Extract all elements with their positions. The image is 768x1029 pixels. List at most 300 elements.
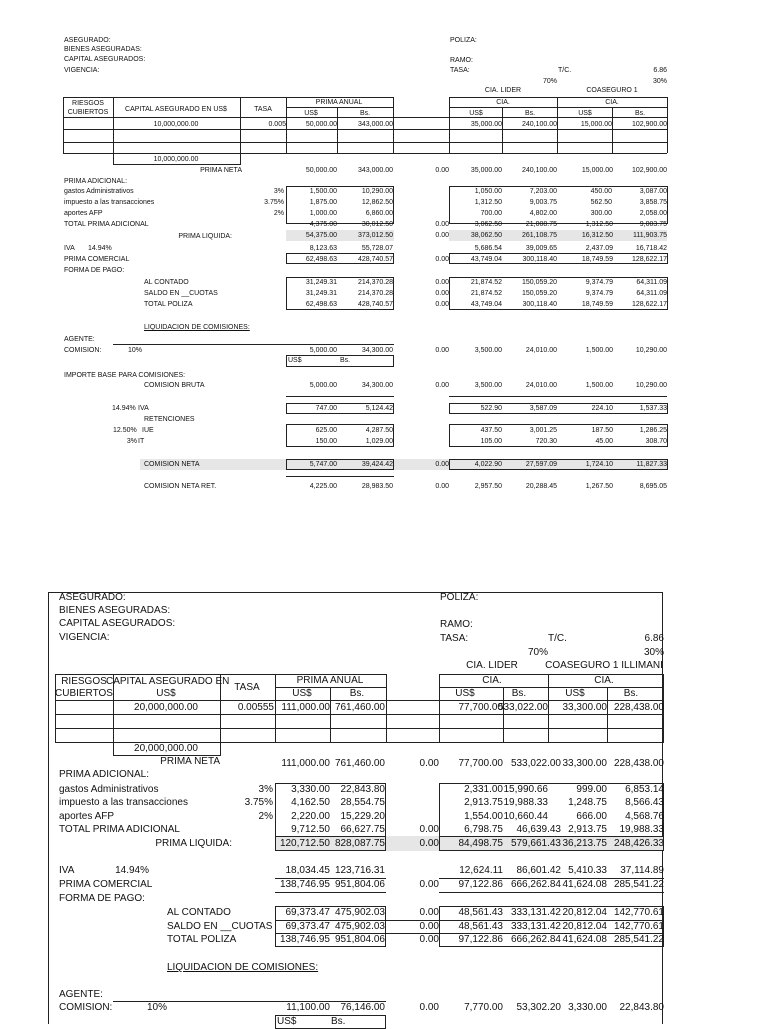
value-cell: 240,100.00 <box>521 167 557 174</box>
value-cell: 0.00 <box>435 256 449 263</box>
row-label: PRIMA LIQUIDA: <box>155 838 232 849</box>
value-cell: 111,000.00 <box>281 758 330 769</box>
value-cell: 625.00 <box>315 427 337 434</box>
value-cell: 9,374.79 <box>585 279 613 286</box>
prima-neta-label: PRIMA NETA <box>160 756 220 767</box>
poliza-label: POLIZA: <box>440 592 479 603</box>
value-cell: 666.00 <box>576 811 607 822</box>
grid-line <box>286 396 394 397</box>
grid-line <box>502 129 503 153</box>
grid-line <box>667 129 668 153</box>
value-cell: 9,374.79 <box>585 290 613 297</box>
value-cell: 1,554.00 <box>464 811 503 822</box>
value-cell: 45.00 <box>595 438 613 445</box>
value-cell: 428,740.57 <box>357 301 393 308</box>
value-cell: 0.00 <box>419 921 439 932</box>
value-cell: 128,622.17 <box>631 301 667 308</box>
value-cell: 138,746.95 <box>279 934 330 945</box>
value-cell: 19,988.33 <box>503 797 548 808</box>
value-cell: 3,858.75 <box>639 199 667 206</box>
value-cell: 97,122.86 <box>458 879 503 890</box>
value-cell: 64,311.09 <box>636 279 667 286</box>
grid-line <box>275 892 386 893</box>
value-cell: 562.50 <box>590 199 612 206</box>
row-label: FORMA DE PAGO: <box>64 267 125 274</box>
value-cell: 62,498.63 <box>305 256 337 263</box>
value-cell: 700.00 <box>480 210 502 217</box>
grid-line <box>55 714 664 715</box>
value-cell: 69,373.47 <box>285 907 330 918</box>
value-cell: 10,290.00 <box>361 188 393 195</box>
value-cell: 31,249.31 <box>305 290 337 297</box>
row-label: PRIMA LIQUIDA: <box>178 233 232 240</box>
value-cell: 0.00 <box>435 167 449 174</box>
value-cell: 150.00 <box>315 438 337 445</box>
row-label: TOTAL POLIZA <box>144 301 193 308</box>
value-cell: 0.00 <box>435 232 449 239</box>
value-cell: 102,900.00 <box>631 121 667 128</box>
header-label: CAPITAL ASEGURADOS: <box>59 618 176 629</box>
value-cell: 579,661.43 <box>510 838 561 849</box>
value-cell: 285,541.22 <box>613 879 664 890</box>
value-cell: 9,003.75 <box>529 199 557 206</box>
value-cell: 111,903.75 <box>633 232 667 239</box>
value-cell: 35,000.00 <box>470 167 502 174</box>
row-label: IVA <box>59 865 75 876</box>
value-cell: 97,122.86 <box>458 934 503 945</box>
value-cell: 6,860.00 <box>365 210 393 217</box>
value-cell: 37,114.89 <box>620 865 664 876</box>
grid-line <box>393 129 394 153</box>
grid-line <box>55 700 664 701</box>
value-cell: 0.00 <box>419 824 439 835</box>
value-cell: 111,000.00 <box>281 702 330 713</box>
value-cell: 333,131.42 <box>510 921 561 932</box>
row-label: AL CONTADO <box>144 279 189 286</box>
value-cell: 437.50 <box>480 427 502 434</box>
value-cell: 64,311.09 <box>636 290 667 297</box>
row-label: COMISION NETA <box>144 461 200 468</box>
value-cell: 20,812.04 <box>562 921 607 932</box>
value-cell: 142,770.61 <box>613 921 664 932</box>
value-cell: 138,746.95 <box>279 879 330 890</box>
tc-value: 6.86 <box>644 633 664 644</box>
value-cell: 2,058.00 <box>639 210 667 217</box>
value-cell: 308.70 <box>645 438 667 445</box>
value-cell: 0.00 <box>435 221 449 228</box>
sheet-border <box>48 592 49 1024</box>
value-cell: 120,712.50 <box>279 838 330 849</box>
value-cell: 86,601.42 <box>516 865 561 876</box>
prima-adicional-label: PRIMA ADICIONAL: <box>59 769 150 780</box>
value-cell: 1,500.00 <box>585 347 613 354</box>
row-label: TOTAL POLIZA <box>167 934 237 945</box>
bs-hdr: Bs. <box>331 1016 346 1027</box>
bs-hdr: Bs. <box>634 110 646 117</box>
header-label: VIGENCIA: <box>59 632 110 643</box>
pct-70: 70% <box>527 647 548 658</box>
value-cell: 77,700.00 <box>458 758 503 769</box>
value-cell: 4,802.00 <box>529 210 557 217</box>
value-cell: 22,843.80 <box>340 784 385 795</box>
value-cell: 46,639.43 <box>516 824 561 835</box>
value-cell: 224.10 <box>591 405 613 412</box>
value-cell: 1,500.00 <box>585 382 613 389</box>
value-cell: 77,700.00 <box>458 702 503 713</box>
value-cell: 38,062.50 <box>470 232 502 239</box>
grid-line <box>449 107 667 108</box>
row-label: COMISION NETA RET. <box>144 483 217 490</box>
usd-hdr: US$ <box>304 110 318 117</box>
pct-cell: 3.75% <box>244 797 273 808</box>
value-cell: 39,424.42 <box>361 461 393 468</box>
tc-value: 6.86 <box>653 67 667 74</box>
grid-line <box>439 674 664 675</box>
grid-line <box>449 129 450 153</box>
value-cell: 720.30 <box>535 438 557 445</box>
value-cell: 4,225.00 <box>309 483 337 490</box>
value-cell: 4,287.50 <box>365 427 393 434</box>
usd-hdr: US$ <box>288 357 302 364</box>
value-cell: 343,000.00 <box>357 121 393 128</box>
row-label: SALDO EN __CUOTAS <box>144 290 218 297</box>
value-cell: 240,100.00 <box>521 121 557 128</box>
value-cell: 41,624.08 <box>562 879 607 890</box>
usd-hdr: US$ <box>565 688 585 699</box>
value-cell: 21,008.75 <box>525 221 557 228</box>
value-cell: 0.00 <box>435 382 449 389</box>
grid-line <box>63 117 667 118</box>
value-cell: 2,913.75 <box>568 824 607 835</box>
value-cell: 3,587.09 <box>529 405 557 412</box>
value-cell: 1,537.33 <box>639 405 667 412</box>
value-cell: 28,983.50 <box>361 483 393 490</box>
value-cell: 2,913.75 <box>464 797 503 808</box>
value-cell: 428,740.57 <box>357 256 393 263</box>
value-cell: 999.00 <box>576 784 607 795</box>
value-cell: 19,988.33 <box>619 824 664 835</box>
value-cell: 50,000.00 <box>305 167 337 174</box>
value-cell: 150,059.20 <box>521 279 557 286</box>
value-cell: 41,624.08 <box>562 934 607 945</box>
value-cell: 214,370.28 <box>357 290 393 297</box>
value-cell: 228,438.00 <box>613 702 664 713</box>
value-cell: 228,438.00 <box>613 758 664 769</box>
value-cell: 0.00 <box>435 279 449 286</box>
value-cell: 7,203.00 <box>529 188 557 195</box>
value-cell: 10,290.00 <box>635 382 667 389</box>
value-cell: 48,561.43 <box>458 921 503 932</box>
prima-adicional-label: PRIMA ADICIONAL: <box>64 178 128 185</box>
value-cell: 54,375.00 <box>305 232 337 239</box>
value-cell: 3,001.25 <box>529 427 557 434</box>
row-label: TOTAL PRIMA ADICIONAL <box>64 221 149 228</box>
value-cell: 1,000.00 <box>309 210 337 217</box>
value-cell: 300,118.40 <box>522 256 557 263</box>
value-cell: 6,798.75 <box>464 824 503 835</box>
tasa-hdr: TASA <box>234 682 260 693</box>
riesgos-hdr: RIESGOS <box>61 676 107 687</box>
row-label: IUE <box>142 427 154 434</box>
value-cell: 261,108.75 <box>521 232 557 239</box>
row-label: RETENCIONES <box>144 416 195 423</box>
value-cell: 11,827.33 <box>636 461 667 468</box>
value-cell: 53,302.20 <box>516 1002 561 1013</box>
pct-cell: 12.50% <box>113 427 137 434</box>
bs-hdr: Bs. <box>340 357 351 364</box>
prima-anual-hdr: PRIMA ANUAL <box>296 675 364 686</box>
row-label: FORMA DE PAGO: <box>59 893 145 904</box>
value-cell: 22,843.80 <box>619 1002 664 1013</box>
value-cell: 1,286.25 <box>639 427 667 434</box>
value-cell: 150,059.20 <box>521 290 557 297</box>
value-cell: 475,902.03 <box>334 921 385 932</box>
value-cell: 5,000.00 <box>309 347 337 354</box>
value-cell: 3,500.00 <box>474 347 502 354</box>
bs-hdr: Bs. <box>349 688 365 699</box>
value-cell: 16,718.42 <box>635 245 667 252</box>
row-label: impuesto a las transacciones <box>64 199 155 206</box>
value-cell: 11,100.00 <box>286 1002 330 1013</box>
value-cell: 39,009.65 <box>525 245 557 252</box>
value-cell: 84,498.75 <box>458 838 503 849</box>
row-label: gastos Administrativos <box>59 784 159 795</box>
row-label: impuesto a las transacciones <box>59 797 188 808</box>
value-cell: 24,010.00 <box>525 347 557 354</box>
value-cell: 76,146.00 <box>340 1002 385 1013</box>
header-label: BIENES ASEGURADAS: <box>59 605 171 616</box>
value-cell: 0.00 <box>435 461 449 468</box>
value-cell: 12,624.11 <box>459 865 503 876</box>
value-cell: 1,312.50 <box>585 221 613 228</box>
cia-hdr: CIA. <box>496 99 510 106</box>
value-cell: 0.00 <box>435 301 449 308</box>
value-cell: 3,330.00 <box>568 1002 607 1013</box>
value-cell: 373,012.50 <box>357 232 393 239</box>
pct-cell: 14.94% <box>88 245 112 252</box>
pct-cell: 14.94% <box>115 865 149 876</box>
pct-30: 30% <box>652 78 667 85</box>
row-label: SALDO EN __CUOTAS <box>167 921 273 932</box>
value-cell: 15,229.20 <box>340 811 385 822</box>
grid-line <box>55 728 664 729</box>
value-cell: 1,312.50 <box>474 199 502 206</box>
value-cell: 10,290.00 <box>635 347 667 354</box>
value-cell: 4,568.76 <box>625 811 664 822</box>
value-cell: 105.00 <box>480 438 502 445</box>
coaseguro: COASEGURO 1 ILLIMANI <box>545 660 663 671</box>
value-cell: 4,022.90 <box>474 461 502 468</box>
pct-cell: 14.94% <box>112 405 136 412</box>
ramo-label: RAMO: <box>450 57 473 64</box>
value-cell: 31,249.31 <box>305 279 337 286</box>
tc-label: T/C. <box>548 633 567 644</box>
value-cell: 43,749.04 <box>470 301 502 308</box>
grid-line <box>449 97 667 98</box>
value-cell: 9,712.50 <box>291 824 330 835</box>
value-cell: 666,262.84 <box>510 879 561 890</box>
value-cell: 248,426.33 <box>613 838 664 849</box>
capital-hdr: CAPITAL ASEGURADO EN <box>106 676 230 687</box>
capital-value: 20,000,000.00 <box>134 702 198 713</box>
usd-hdr: US$ <box>292 688 312 699</box>
comision-label: COMISION: <box>64 347 102 354</box>
pct-cell: 3% <box>126 438 137 445</box>
value-cell: 9,003.75 <box>639 221 667 228</box>
value-cell: 0.00 <box>435 483 449 490</box>
value-cell: 5,686.54 <box>474 245 502 252</box>
tasa-hdr: TASA <box>254 106 272 113</box>
value-cell: 300.00 <box>590 210 612 217</box>
value-cell: 0.00 <box>419 838 439 849</box>
pct-cell: 2% <box>273 210 284 217</box>
grid-line <box>240 97 241 129</box>
value-cell: 33,300.00 <box>562 702 607 713</box>
coaseguro: COASEGURO 1 <box>586 87 638 94</box>
usd-hdr: US$ <box>469 110 483 117</box>
cia-hdr: CIA. <box>605 99 619 106</box>
capital-total: 20,000,000.00 <box>134 743 198 754</box>
value-cell: 43,749.04 <box>470 256 502 263</box>
sheet-border <box>48 592 663 593</box>
liquidacion-title: LIQUIDACION DE COMISIONES: <box>167 962 319 973</box>
value-cell: 3,062.50 <box>474 221 502 228</box>
tasa-value: 0.005 <box>268 121 286 128</box>
value-cell: 33,300.00 <box>562 758 607 769</box>
pct-cell: 3% <box>273 188 284 195</box>
cia-hdr: CIA. <box>482 675 502 686</box>
row-label: IMPORTE BASE PARA COMISIONES: <box>64 372 186 379</box>
value-cell: 0.00 <box>419 879 439 890</box>
value-cell: 0.00 <box>435 290 449 297</box>
prima-anual-hdr: PRIMA ANUAL <box>315 99 363 106</box>
value-cell: 0.00 <box>419 934 439 945</box>
row-label: IT <box>138 438 145 445</box>
value-cell: 24,010.00 <box>525 382 557 389</box>
value-cell: 2,957.50 <box>474 483 502 490</box>
value-cell: 522.90 <box>480 405 502 412</box>
value-cell: 475,902.03 <box>334 907 385 918</box>
capital-hdr: US$ <box>156 688 176 699</box>
value-cell: 1,267.50 <box>585 483 613 490</box>
value-cell: 102,900.00 <box>631 167 667 174</box>
value-cell: 5,000.00 <box>309 382 337 389</box>
value-cell: 343,000.00 <box>357 167 393 174</box>
bs-hdr: Bs. <box>359 110 371 117</box>
value-cell: 761,460.00 <box>334 702 385 713</box>
value-cell: 951,804.06 <box>334 934 385 945</box>
value-cell: 142,770.61 <box>613 907 664 918</box>
value-cell: 0.00 <box>419 907 439 918</box>
value-cell: 2,437.09 <box>585 245 613 252</box>
value-cell: 951,804.06 <box>334 879 385 890</box>
value-cell: 48,561.43 <box>458 907 503 918</box>
pct-cell: 2% <box>258 811 273 822</box>
value-cell: 1,050.00 <box>474 188 502 195</box>
row-label: PRIMA COMERCIAL <box>59 879 153 890</box>
pct-30: 30% <box>643 647 664 658</box>
value-cell: 55,728.07 <box>361 245 393 252</box>
poliza-label: POLIZA: <box>450 37 477 44</box>
header-label: ASEGURADO: <box>59 592 126 603</box>
value-cell: 34,300.00 <box>361 382 393 389</box>
pct-cell: 3% <box>258 784 273 795</box>
grid-line <box>439 892 664 893</box>
grid-line <box>63 129 64 153</box>
grid-line <box>63 142 667 143</box>
agente-label: AGENTE: <box>59 989 103 1000</box>
row-label: COMISION BRUTA <box>144 382 205 389</box>
value-cell: 20,288.45 <box>525 483 557 490</box>
tasa-label: TASA: <box>450 67 470 74</box>
prima-neta-label: PRIMA NETA <box>200 167 242 174</box>
header-label: VIGENCIA: <box>64 67 100 74</box>
row-label: TOTAL PRIMA ADICIONAL <box>59 824 180 835</box>
value-cell: 8,566.43 <box>625 797 664 808</box>
bs-hdr: Bs. <box>623 688 639 699</box>
value-cell: 12,862.50 <box>361 199 393 206</box>
bs-hdr: Bs. <box>524 110 536 117</box>
value-cell: 35,000.00 <box>470 121 502 128</box>
value-cell: 5,410.33 <box>568 865 607 876</box>
value-cell: 36,213.75 <box>562 838 607 849</box>
grid-line <box>286 129 287 153</box>
value-cell: 66,627.75 <box>340 824 385 835</box>
value-cell: 214,370.28 <box>357 279 393 286</box>
row-label: aportes AFP <box>59 811 115 822</box>
grid-line <box>286 476 394 477</box>
grid-line <box>337 129 338 153</box>
value-cell: 0.00 <box>435 347 449 354</box>
value-cell: 187.50 <box>591 427 613 434</box>
grid-line <box>113 129 114 153</box>
value-cell: 666,262.84 <box>510 934 561 945</box>
value-cell: 1,724.10 <box>585 461 613 468</box>
value-cell: 50,000.00 <box>305 121 337 128</box>
usd-hdr: US$ <box>455 688 475 699</box>
grid-line <box>557 129 558 153</box>
value-cell: 533,022.00 <box>497 702 548 713</box>
tc-label: T/C. <box>558 67 572 74</box>
value-cell: 16,312.50 <box>581 232 613 239</box>
liquidacion-title: LIQUIDACION DE COMISIONES: <box>144 324 250 331</box>
value-cell: 4,162.50 <box>291 797 330 808</box>
usd-hdr: US$ <box>277 1016 297 1027</box>
value-cell: 1,875.00 <box>309 199 337 206</box>
ramo-label: RAMO: <box>440 619 473 630</box>
capital-value: 10,000,000.00 <box>153 121 199 128</box>
pct-cell: 10% <box>147 1002 168 1013</box>
pct-cell: 3.75% <box>264 199 284 206</box>
bs-hdr: Bs. <box>511 688 527 699</box>
grid-line <box>240 129 241 153</box>
header-label: CAPITAL ASEGURADOS: <box>64 56 146 63</box>
value-cell: 123,716.31 <box>334 865 385 876</box>
row-label: IVA <box>64 245 75 252</box>
value-cell: 18,034.45 <box>285 865 330 876</box>
value-cell: 21,874.52 <box>470 290 502 297</box>
row-label: AL CONTADO <box>167 907 231 918</box>
value-cell: 15,000.00 <box>581 167 613 174</box>
value-cell: 62,498.63 <box>305 301 337 308</box>
value-cell: 5,747.00 <box>309 461 337 468</box>
value-cell: 6,853.14 <box>625 784 664 795</box>
value-cell: 34,300.00 <box>361 347 393 354</box>
header-label: ASEGURADO: <box>64 37 111 44</box>
pct-70: 70% <box>542 78 557 85</box>
pct-cell: 10% <box>127 347 142 354</box>
capital-hdr: CAPITAL ASEGURADO EN US$ <box>125 106 227 113</box>
